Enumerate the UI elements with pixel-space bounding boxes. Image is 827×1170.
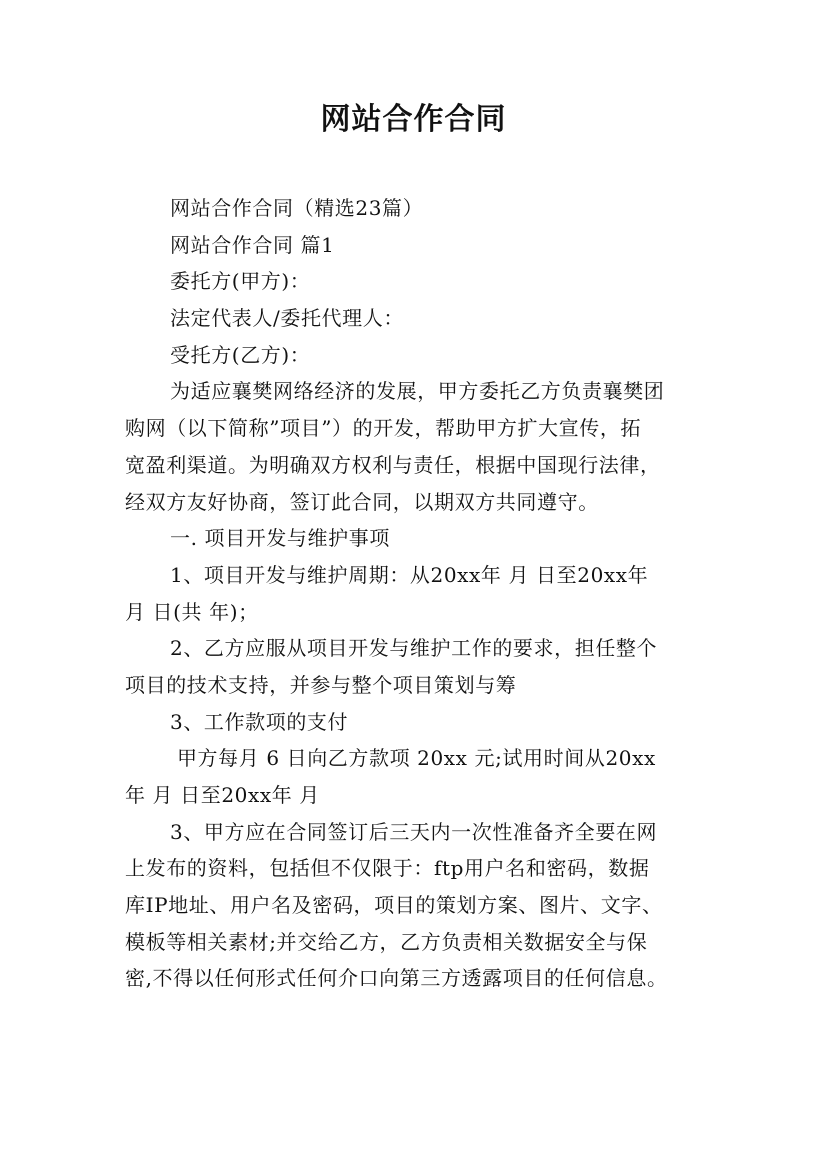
clause-line: 库IP地址、用户名及密码，项目的策划方案、图片、文字、	[125, 893, 663, 918]
clause-line: 月 日(共 年)；	[125, 599, 259, 624]
clause-line: 密,不得以任何形式任何介口向第三方透露项目的任何信息。	[125, 966, 668, 991]
clause-line: 3、甲方应在合同签订后三天内一次性准备齐全要在网	[170, 819, 658, 844]
clause-line: 年 月 日至20xx年 月	[125, 783, 320, 807]
clause-line: 项目的技术支持，并参与整个项目策划与筹	[125, 672, 517, 697]
clause-line: 2、乙方应服从项目开发与维护工作的要求，担任整个	[170, 636, 658, 661]
clause-heading-line: 一. 项目开发与维护事项	[170, 526, 390, 551]
clause-line: 模板等相关素材;并交给乙方，乙方负责相关数据安全与保	[125, 929, 648, 954]
body-text-line: 购网（以下简称”项目”）的开发，帮助甲方扩大宣传，拓	[125, 416, 642, 441]
document-body	[125, 190, 715, 997]
subtitle-line: 网站合作合同（精选23篇）	[170, 196, 424, 220]
document-title: 网站合作合同	[320, 102, 507, 137]
section-heading-line: 网站合作合同 篇1	[170, 232, 335, 257]
party-b-line: 受托方(乙方)：	[170, 342, 311, 367]
body-text-line: 为适应襄樊网络经济的发展，甲方委托乙方负责襄樊团	[170, 379, 665, 404]
clause-line: 上发布的资料，包括但不仅限于：ftp用户名和密码，数据	[125, 856, 650, 881]
body-text-line: 经双方友好协商，签订此合同，以期双方共同遵守。	[125, 489, 599, 514]
party-a-line: 委托方(甲方)：	[170, 269, 311, 294]
clause-line: 3、工作款项的支付	[170, 709, 349, 734]
body-text-line: 宽盈利渠道。为明确双方权利与责任，根据中国现行法律，	[125, 452, 661, 477]
representative-line: 法定代表人/委托代理人：	[170, 306, 404, 331]
clause-line: 1、项目开发与维护周期：从20xx年 月 日至20xx年	[170, 562, 649, 587]
clause-line: 甲方每月 6 日向乙方款项 20xx 元;试用时间从20xx	[170, 746, 656, 771]
